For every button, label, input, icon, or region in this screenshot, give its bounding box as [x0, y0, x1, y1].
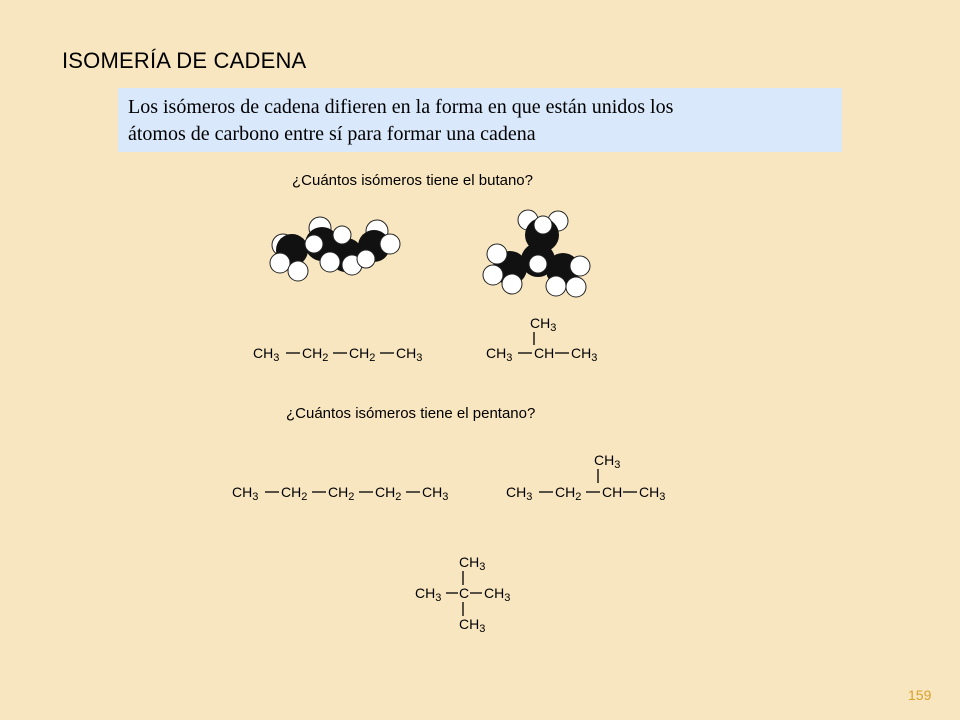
formula-group: $CH_3$ — [486, 345, 513, 364]
butane-branched-formula — [486, 315, 597, 364]
formula-group: $CH_3$ — [484, 585, 511, 604]
pentane-branched-formula — [506, 452, 665, 503]
formula-group: $CH_3$ — [422, 484, 449, 503]
formula-group: $CH_3$ — [253, 345, 280, 364]
formula-group: $CH_3$ — [459, 616, 486, 635]
formula-group: $CH_3$ — [396, 345, 423, 364]
formula-group: $CH_2$ — [375, 484, 402, 503]
formula-group: $CH_2$ — [302, 345, 329, 364]
formula-group: $CH_3$ — [506, 484, 533, 503]
formula-group: $CH_3$ — [639, 484, 666, 503]
formula-group: $CH_2$ — [281, 484, 308, 503]
butane-question: ¿Cuántos isómeros tiene el butano? — [292, 172, 533, 189]
page-number: 159 — [908, 687, 932, 703]
slide-title: ISOMERÍA DE CADENA — [62, 48, 307, 73]
formula-group: $CH_2$ — [328, 484, 355, 503]
formula-group: $CH_2$ — [555, 484, 582, 503]
pentane-question: ¿Cuántos isómeros tiene el pentano? — [286, 405, 536, 422]
formula-group: $CH_3$ — [594, 452, 621, 471]
butane-branched-model — [483, 210, 590, 297]
formula-group: $CH_3$ — [232, 484, 259, 503]
butane-linear-model — [270, 217, 400, 281]
definition-line-1: Los isómeros de cadena difieren en la forma en que están unidos los — [128, 96, 674, 118]
formula-group: $CH_2$ — [349, 345, 376, 364]
pentane-neo-formula — [415, 554, 510, 635]
formula-group: $CH_3$ — [459, 554, 486, 573]
butane-linear-formula — [253, 345, 422, 364]
formula-group: $CH_3$ — [415, 585, 442, 604]
formula-group: $CH_3$ — [530, 315, 557, 334]
pentane-linear-formula — [232, 484, 448, 503]
definition-line-2: átomos de carbono entre sí para formar una cadena — [128, 123, 536, 145]
formula-group: CH — [602, 484, 623, 500]
formula-group: CH — [534, 345, 555, 361]
formula-group: $CH_3$ — [571, 345, 598, 364]
formula-group: C — [459, 585, 470, 601]
